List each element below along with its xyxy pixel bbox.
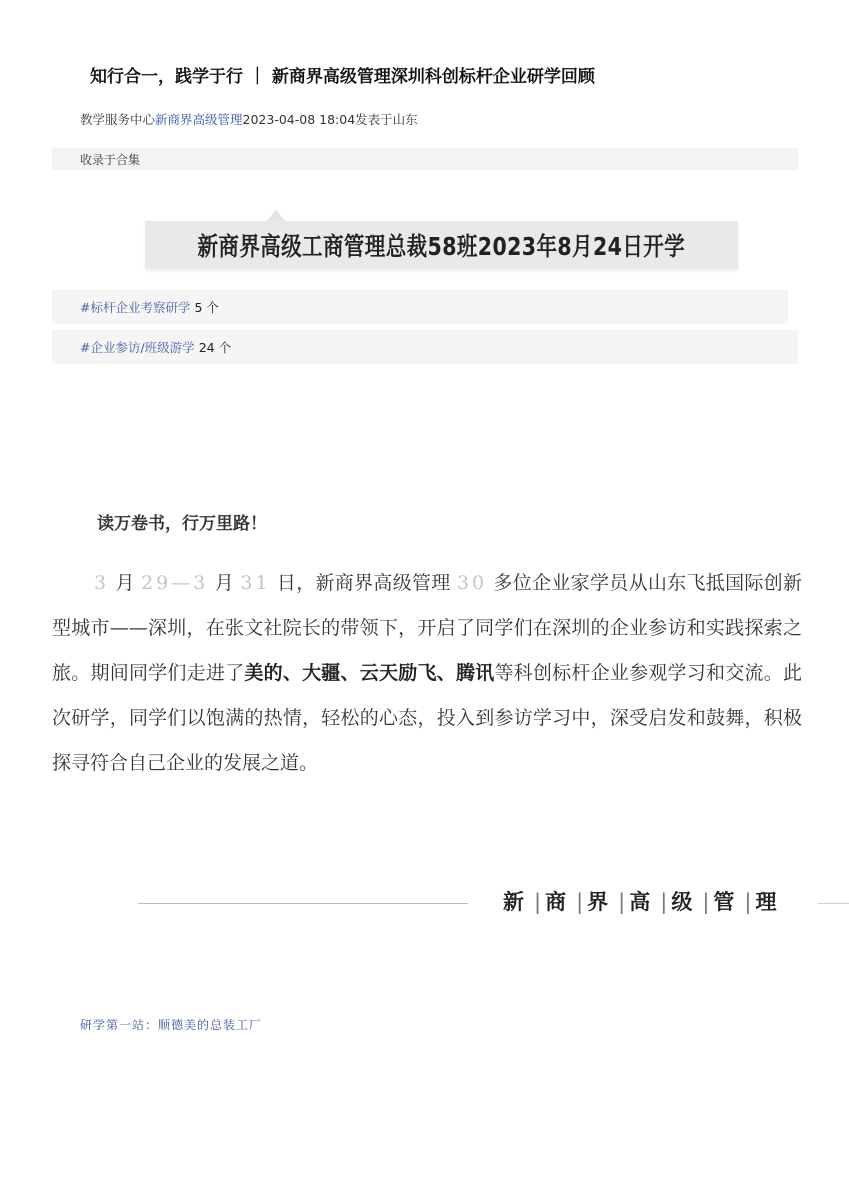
text-run-2: 多位企业家学员从山东飞抵国际创新型城市——深圳，在张文社院长的带领下，开启了同学们在深圳的企业参访和实践探索之旅。期间同学们走进了 — [52, 572, 802, 684]
article-meta — [80, 110, 418, 128]
brand-char: 界 — [587, 890, 615, 914]
banner-text: 新商界高级工商管理总裁58班2023年8月24日开学 — [197, 232, 686, 261]
month-1: 3 — [94, 572, 110, 594]
text-run-3: 等科创标杆企业参观学习和交流。此次研学，同学们以饱满的热情，轻松的心态，投入到参访学习中，深受启发和鼓舞，积极探寻符合自己企业的发展之道。 — [52, 662, 802, 774]
brand-char: 理 — [755, 890, 783, 914]
unit-month-1: 月 — [115, 572, 135, 594]
brand-char: 级 — [671, 890, 699, 914]
brand-separator: | — [744, 890, 752, 914]
month-2: 3 — [193, 572, 209, 594]
collection-label: 收录于合集 — [80, 153, 141, 167]
section-heading: 读万卷书，行万里路！ — [97, 514, 267, 534]
station-caption: 研学第一站：顺德美的总装工厂 — [80, 1018, 263, 1032]
tag-count: 5 个 — [194, 300, 219, 315]
divider-line — [138, 903, 468, 904]
date-dash: — — [171, 572, 194, 594]
publish-datetime: 2023-04-08 18:04 — [242, 112, 356, 127]
account-link[interactable]: 新商界高级管理 — [155, 112, 243, 127]
day-2: 31 — [240, 572, 271, 594]
author-name: 教学服务中心 — [80, 112, 156, 127]
tag-link[interactable]: #标杆企业考察研学 — [80, 300, 191, 315]
tag-row-visits[interactable] — [52, 330, 798, 364]
article-title: 知行合一，践学于行 ｜ 新商界高级管理深圳科创标杆企业研学回顾 — [90, 67, 595, 87]
brand-char: 商 — [545, 890, 573, 914]
text-run-1: 日，新商界高级管理 — [276, 572, 451, 594]
brand-separator: | — [660, 890, 668, 914]
member-count: 30 — [456, 572, 488, 594]
brand-separator: | — [702, 890, 710, 914]
day-1: 29 — [141, 572, 172, 594]
collection-bar[interactable] — [52, 148, 798, 170]
tag-row-benchmark[interactable] — [52, 290, 788, 324]
tag-link[interactable]: #企业参访/班级游学 — [80, 340, 195, 355]
brand-divider — [503, 886, 782, 916]
brand-separator: | — [576, 890, 584, 914]
intro-paragraph — [52, 561, 802, 786]
company-names: 美的、大疆、云天励飞、腾讯 — [244, 662, 495, 684]
brand-char: 新 — [503, 890, 530, 914]
brand-separator: | — [534, 890, 542, 914]
publish-location: 发表于山东 — [355, 112, 418, 127]
brand-separator: | — [618, 890, 626, 914]
unit-month-2: 月 — [214, 572, 235, 594]
class-banner — [145, 221, 738, 269]
tag-count: 24 个 — [198, 340, 232, 355]
brand-char: 高 — [629, 890, 657, 914]
brand-char: 管 — [713, 890, 741, 914]
divider-tail-line — [818, 903, 849, 904]
